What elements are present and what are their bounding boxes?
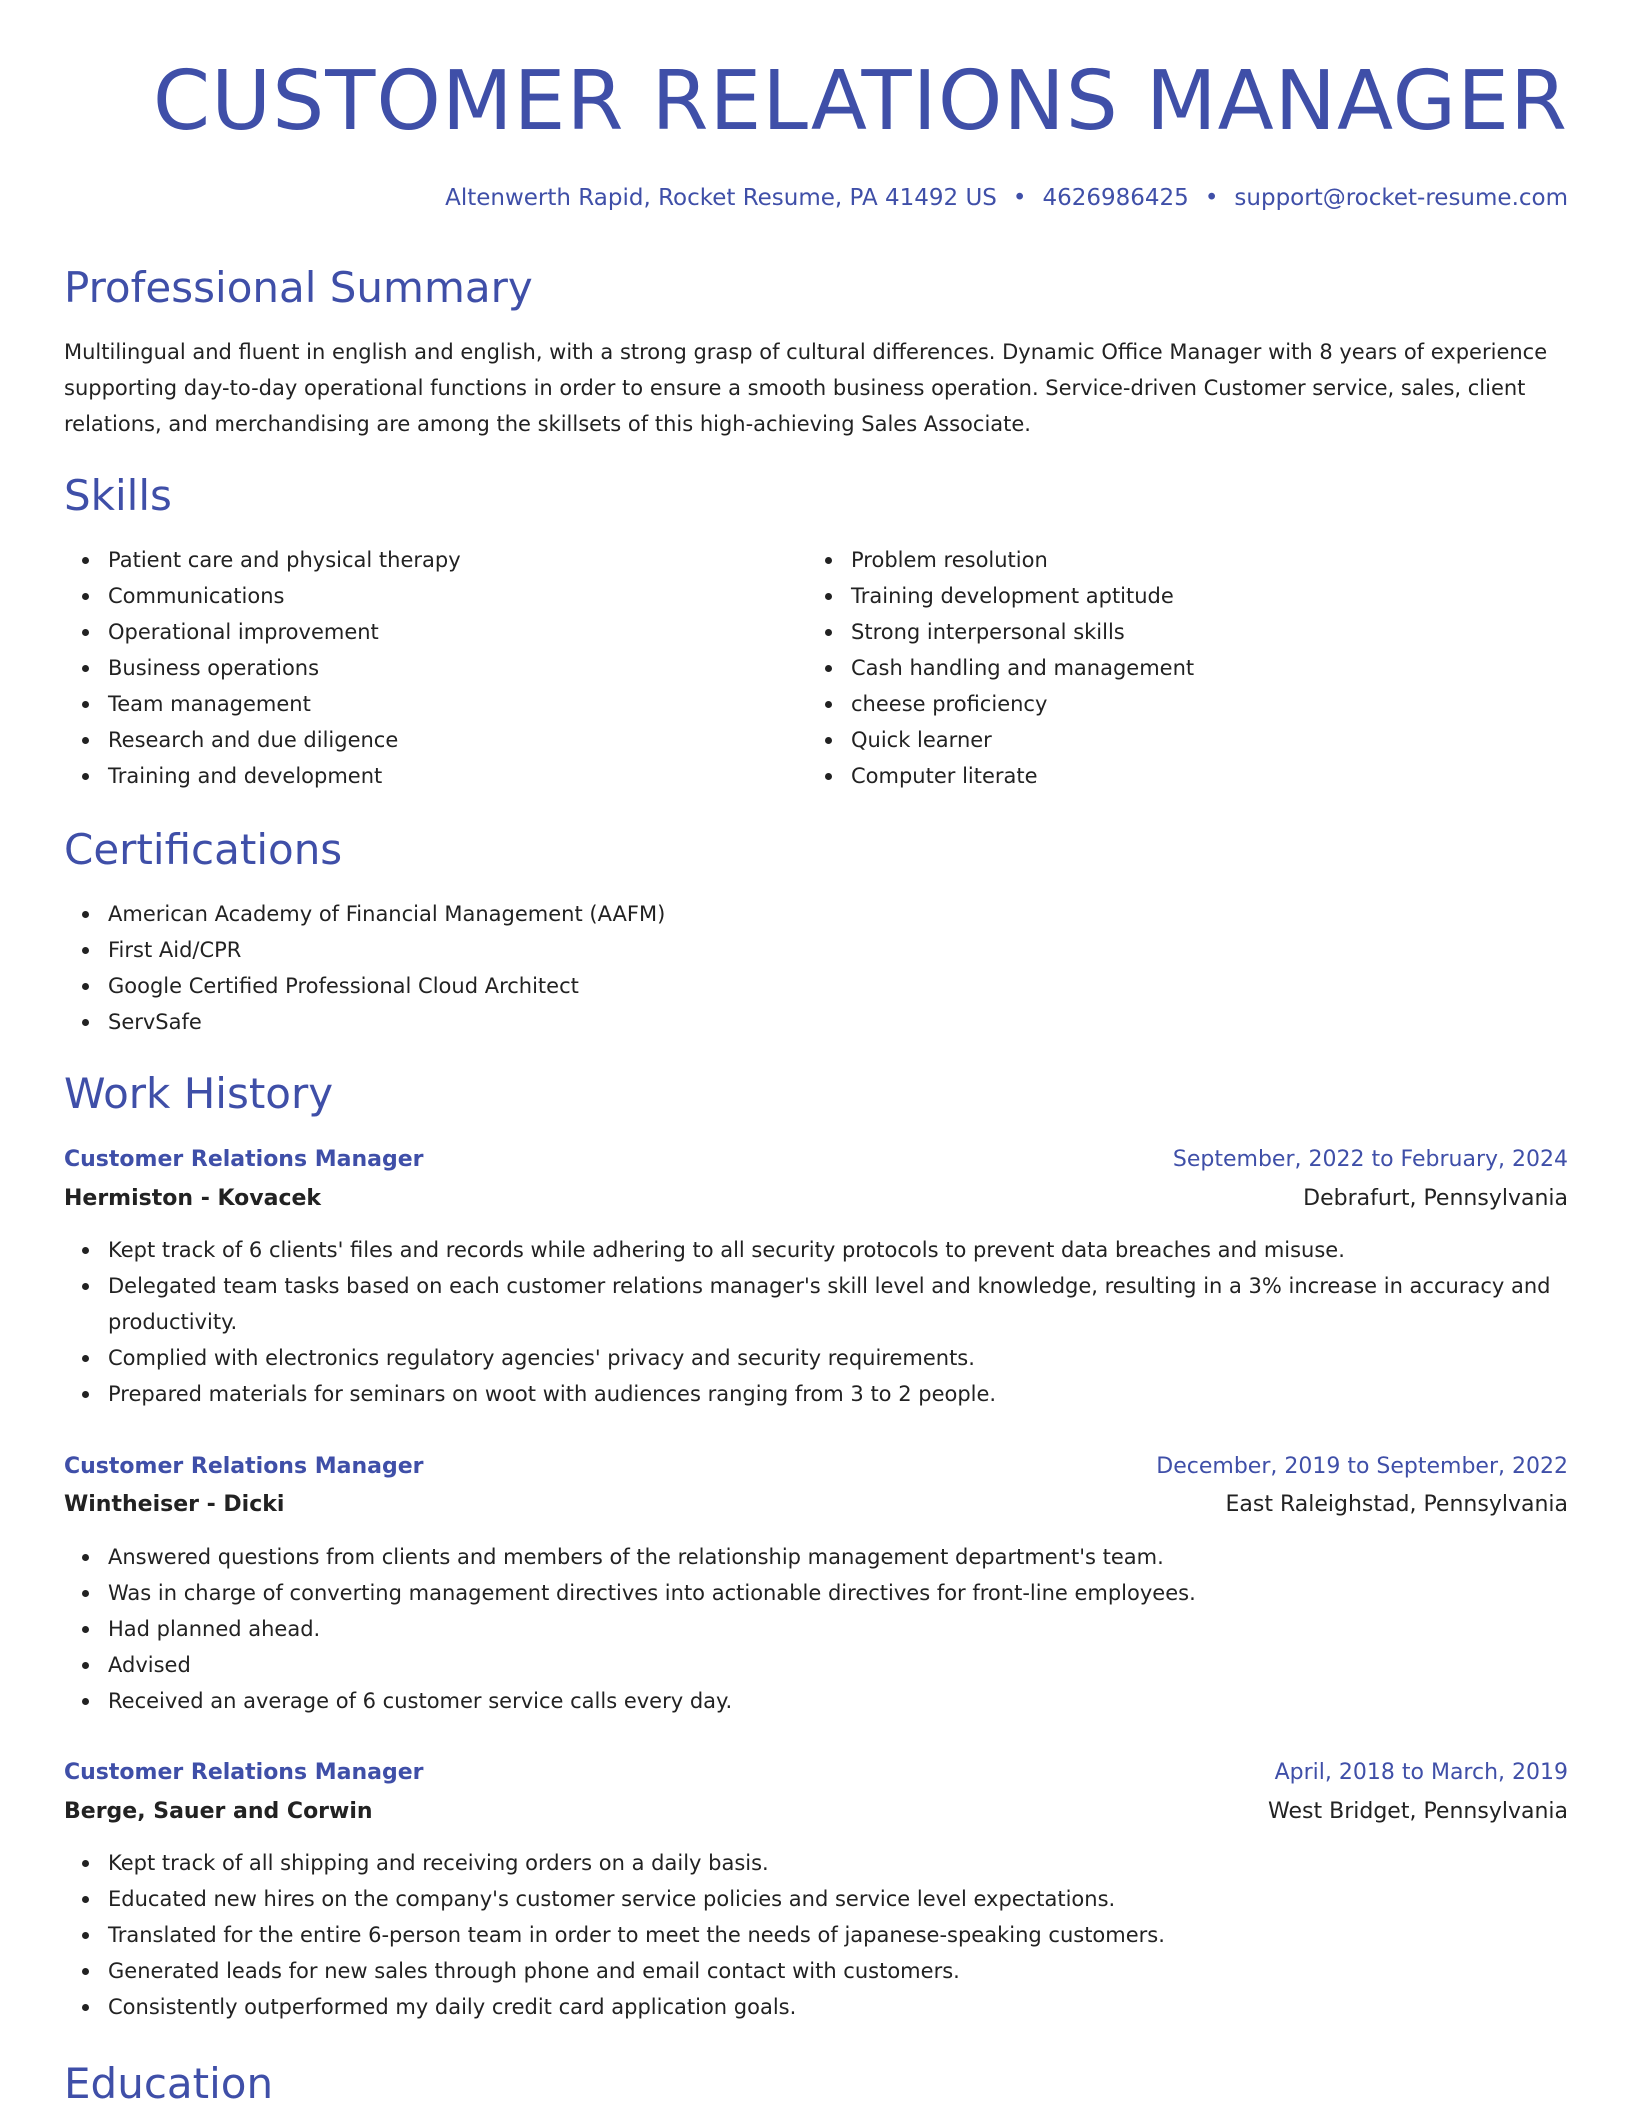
certifications-heading: Certifications (64, 825, 343, 874)
job-company-row (64, 1179, 1568, 1219)
job-bullet: Generated leads for new sales through phone and email contact with customers. (108, 1953, 1568, 1989)
contact-line (445, 180, 1568, 216)
job-title-row (64, 1140, 1568, 1180)
job-company: Hermiston - Kovacek (64, 1186, 322, 1211)
job-title: Customer Relations Manager (64, 1760, 424, 1785)
job-bullet: Kept track of 6 clients' files and records while adhering to all security protocols to prevent data breaches and misuse. (108, 1232, 1568, 1268)
job-bullet: Prepared materials for seminars on woot with audiences ranging from 3 to 2 people. (108, 1376, 1568, 1412)
job-dates: April, 2018 to March, 2019 (1274, 1760, 1568, 1785)
certification-item: Google Certified Professional Cloud Architect (108, 968, 1508, 1004)
job-company-row (64, 1485, 1568, 1525)
job-bullet: Complied with electronics regulatory agencies' privacy and security requirements. (108, 1340, 1568, 1376)
skill-item: Communications (108, 578, 808, 614)
skills-heading: Skills (64, 471, 172, 520)
job-bullet: Received an average of 6 customer service calls every day. (108, 1683, 1568, 1719)
certification-item: American Academy of Financial Management (AAFM) (108, 896, 1508, 932)
skill-item: cheese proficiency (851, 686, 1551, 722)
job-bullet: Delegated team tasks based on each customer relations manager's skill level and knowledge, resulting in a 3% increase in accuracy and productivity. (108, 1268, 1568, 1340)
job-bullet: Kept track of all shipping and receiving orders on a daily basis. (108, 1845, 1568, 1881)
summary-heading: Professional Summary (64, 263, 533, 312)
contact-separator: • (1012, 185, 1027, 211)
skill-item: Training and development (108, 758, 808, 794)
job-title: Customer Relations Manager (64, 1454, 424, 1479)
skill-item: Cash handling and management (851, 650, 1551, 686)
skill-item: Quick learner (851, 722, 1551, 758)
skills-list-right (807, 542, 1551, 794)
education-heading: Education (64, 2059, 274, 2108)
job-bullet: Had planned ahead. (108, 1611, 1568, 1647)
skill-item: Strong interpersonal skills (851, 614, 1551, 650)
job-bullet: Educated new hires on the company's customer service policies and service level expectations. (108, 1881, 1568, 1917)
job-location: Debrafurt, Pennsylvania (1303, 1186, 1568, 1211)
contact-email[interactable]: support@rocket-resume.com (1234, 185, 1568, 211)
skill-item: Research and due diligence (108, 722, 808, 758)
skill-item: Business operations (108, 650, 808, 686)
job-bullets (64, 1539, 1568, 1719)
skill-item: Training development aptitude (851, 578, 1551, 614)
skill-item: Team management (108, 686, 808, 722)
job-location: East Raleighstad, Pennsylvania (1225, 1492, 1568, 1517)
summary-text: Multilingual and fluent in english and english, with a strong grasp of cultural differences. Dynamic Office Manager with 8 years of experience supporting day-to-day operational functions in order to ensure a smooth business operation. Service-driven Customer service, sales, client relations, and merchandising are among the skillsets of this high-achieving Sales Associate. (64, 340, 1548, 436)
job-dates: December, 2019 to September, 2022 (1156, 1454, 1568, 1479)
certification-item: First Aid/CPR (108, 932, 1508, 968)
job-bullets (64, 1845, 1568, 2025)
job-title-row (64, 1447, 1568, 1487)
job-location: West Bridget, Pennsylvania (1268, 1799, 1568, 1824)
job-company: Wintheiser - Dicki (64, 1492, 285, 1517)
job-bullet: Advised (108, 1647, 1568, 1683)
job-title-row (64, 1753, 1568, 1793)
job-company: Berge, Sauer and Corwin (64, 1799, 373, 1824)
job-bullet: Consistently outperformed my daily credit card application goals. (108, 1989, 1568, 2025)
certifications-list (64, 896, 1508, 1040)
work-history-heading: Work History (64, 1069, 334, 1118)
contact-address: Altenwerth Rapid, Rocket Resume, PA 41492 US (445, 185, 997, 211)
skill-item: Computer literate (851, 758, 1551, 794)
job-title: Customer Relations Manager (64, 1147, 424, 1172)
job-dates: September, 2022 to February, 2024 (1172, 1147, 1568, 1172)
skill-item: Problem resolution (851, 542, 1551, 578)
skill-item: Patient care and physical therapy (108, 542, 808, 578)
job-bullet: Was in charge of converting management directives into actionable directives for front-line employees. (108, 1575, 1568, 1611)
job-bullet: Answered questions from clients and members of the relationship management department's team. (108, 1539, 1568, 1575)
contact-phone: 4626986425 (1042, 185, 1189, 211)
resume-name: CUSTOMER RELATIONS MANAGER (152, 54, 1568, 149)
skill-item: Operational improvement (108, 614, 808, 650)
job-bullets (64, 1232, 1568, 1412)
job-bullet: Translated for the entire 6-person team in order to meet the needs of japanese-speaking customers. (108, 1917, 1568, 1953)
certification-item: ServSafe (108, 1004, 1508, 1040)
skills-list-left (64, 542, 808, 794)
job-company-row (64, 1792, 1568, 1832)
contact-separator: • (1204, 185, 1219, 211)
